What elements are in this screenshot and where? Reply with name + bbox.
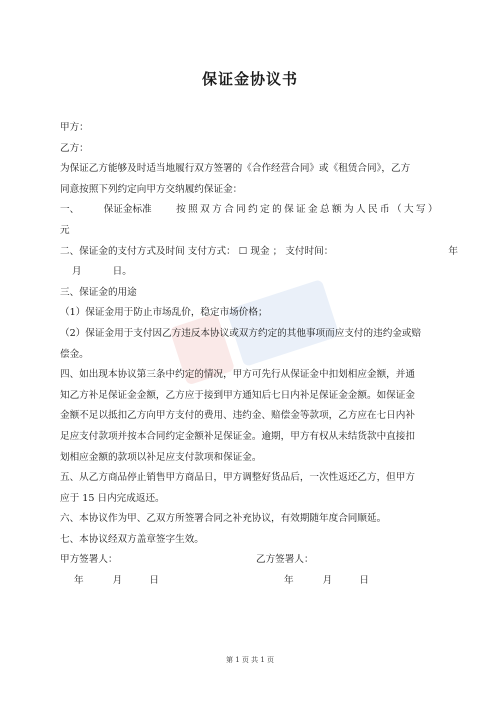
party-b-date (284, 571, 369, 592)
section-2-line (60, 242, 458, 263)
signatory-row (60, 550, 440, 571)
section-2-day: 日。 (112, 266, 132, 278)
party-b-date-month: 月 (322, 575, 333, 587)
party-a-date (74, 571, 284, 592)
section-1-unit: 元 (60, 224, 70, 236)
section-3-item-1: （1）保证金用于防止市场乱价，稳定市场价格； (60, 307, 268, 319)
section-1-number: 一、 (60, 204, 80, 216)
section-7-line: 七、本协议经双方盖章签字生效。 (60, 533, 204, 545)
party-a-signatory-label: 甲方签署人： (60, 554, 118, 566)
party-a-date-day: 日 (149, 575, 159, 587)
section-3-item-2-line-1: （2）保证金用于支付因乙方违反本协议或双方约定的其他事项而应支付的违约金或赔 (60, 327, 422, 339)
section-2-month: 月 (72, 266, 82, 278)
section-5-line-1: 五、从乙方商品停止销售甲方商品日，甲方调整好货品后，一次性返还乙方，但甲方 (60, 472, 415, 484)
party-a-line: 甲方： (60, 122, 89, 133)
party-b-line: 乙方： (60, 142, 89, 154)
section-2-text: 二、保证金的支付方式及时间 支付方式： ☐ 现金 ； 支付时间： (60, 245, 334, 257)
section-1-text: 按照双方合同约定的保证金总额为人民币（大写） (176, 204, 440, 216)
section-3-item-2-line-2: 偿金。 (60, 348, 89, 360)
section-4-line-4: 足应支付款项并按本合同约定金额补足保证金。逾期，甲方有权从未结货款中直接扣 (60, 430, 415, 442)
document-body (60, 118, 458, 592)
intro-line-1: 为保证乙方能够及时适当地履行双方签署的《合作经营合同》或《租赁合同》，乙方 (60, 163, 411, 175)
party-b-signatory-label: 乙方签署人： (256, 554, 314, 566)
page-footer: 第 1 页 共 1 页 (225, 656, 275, 664)
signature-date-row (60, 571, 440, 592)
party-a-date-month: 月 (112, 575, 123, 587)
section-6-line: 六、本协议作为甲、乙双方所签署合同之补充协议，有效期随年度合同顺延。 (60, 513, 387, 525)
document-title: 保证金协议书 (201, 70, 298, 88)
section-1-line (60, 200, 440, 221)
section-1-heading: 保证金标准 (103, 204, 152, 216)
section-2-date-line (60, 262, 440, 283)
intro-line-2: 同意按照下列约定向甲方交纳履约保证金： (60, 183, 243, 195)
section-4-line-2: 知乙方补足保证金金额，乙方应于接到甲方通知后七日内补足保证金金额。如保证金 (60, 389, 415, 401)
section-4-line-3: 金额不足以抵扣乙方向甲方支付的费用、违约金、赔偿金等款项，乙方应在七日内补 (60, 410, 415, 422)
section-4-line-5: 划相应金额的款项以补足应支付款项和保证金。 (60, 451, 262, 463)
section-5-line-2: 应于 15 日内完成返还。 (60, 492, 165, 504)
section-2-year: 年 (448, 245, 458, 257)
section-3-heading: 三、保证金的用途 (60, 286, 137, 298)
party-b-date-year: 年 (284, 575, 294, 587)
party-b-date-day: 日 (359, 575, 369, 587)
party-a-date-year: 年 (74, 575, 84, 587)
section-4-line-1: 四、如出现本协议第三条中约定的情况，甲方可先行从保证金中扣划相应金额，并通 (60, 369, 415, 381)
